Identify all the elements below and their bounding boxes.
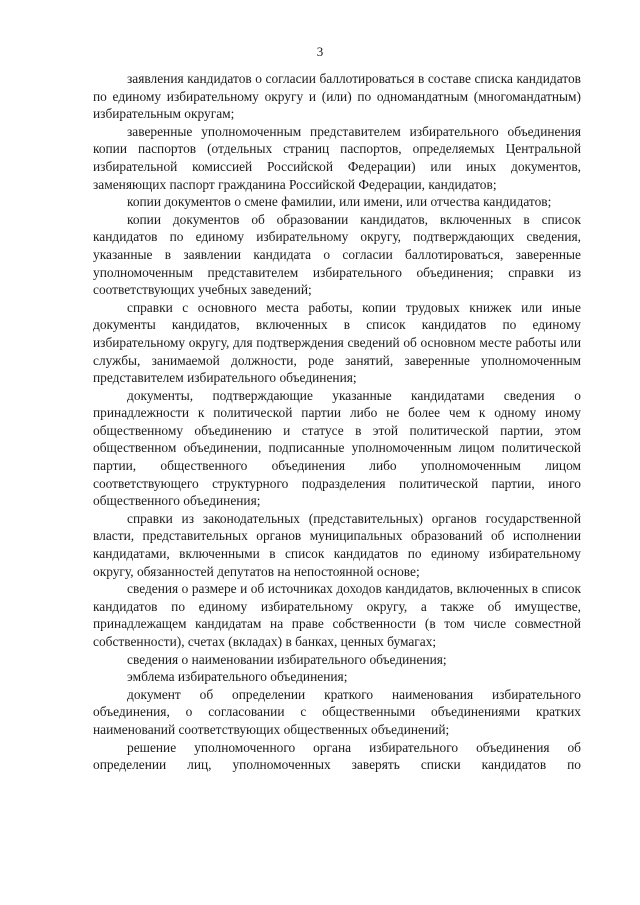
paragraph: справки из законодательных (представительных) органов государственной власти, представительных органов муниципальных образований об исполнении кандидатами, включенными в список кандидатов по единому избирательному округу, обязанностей депутатов на непостоянной основе; (93, 510, 581, 579)
paragraph: копии документов об образовании кандидатов, включенных в список кандидатов по единому избирательному округу, подтверждающих сведения, указанные в заявлении кандидата о согласии баллотироваться, заверенные уполномоченным представителем избирательного объединения; справки из соответствующих учебных заведений; (93, 211, 581, 298)
page-number: 3 (316, 44, 324, 59)
paragraph: документы, подтверждающие указанные кандидатами сведения о принадлежности к политической партии либо не более чем к одному иному общественному объединению и статусе в этой политической партии, этом общественном объединении, подписанные уполномоченным лицом политической партии, общественного объединения либо уполномоченным лицом соответствующего структурного подразделения политической партии, иного общественного объединения; (93, 387, 581, 509)
paragraph: эмблема избирательного объединения; (127, 669, 348, 685)
paragraph: заверенные уполномоченным представителем избирательного объединения копии паспортов (отдельных страниц паспортов, определяемых Центральной избирательной комиссией Российской Федерации) или иных документов, заменяющих паспорт гражданина Российской Федерации, кандидатов; (93, 123, 581, 192)
paragraph: справки с основного места работы, копии трудовых книжек или иные документы кандидатов, включенных в список кандидатов по единому избирательному округу, для подтверждения сведений об основном месте работы или службы, занимаемой должности, роде занятий, заверенные уполномоченным представителем избирательного объединения; (93, 299, 581, 386)
document-body (93, 70, 581, 774)
paragraph: сведения о наименовании избирательного объединения; (127, 651, 447, 667)
paragraph: сведения о размере и об источниках доходов кандидатов, включенных в список кандидатов по единому избирательному округу, а также об имуществе, принадлежащем кандидатам на праве собственности (в том числе совместной собственности), счетах (вкладах) в банках, ценных бумагах; (93, 581, 581, 649)
paragraph: решение уполномоченного органа избирательного объединения об определении лиц, уполномоченных заверять списки кандидатов по (93, 739, 581, 773)
paragraph: копии документов о смене фамилии, или имени, или отчества кандидатов; (127, 194, 552, 210)
paragraph: заявления кандидатов о согласии баллотироваться в составе списка кандидатов по единому избирательному округу и (или) по одномандатным (многомандатным) избирательным округам; (93, 71, 581, 122)
paragraph: документ об определении краткого наименования избирательного объединения, о согласовании с общественными объединениями кратких наименований соответствующих общественных объединений; (93, 686, 581, 737)
